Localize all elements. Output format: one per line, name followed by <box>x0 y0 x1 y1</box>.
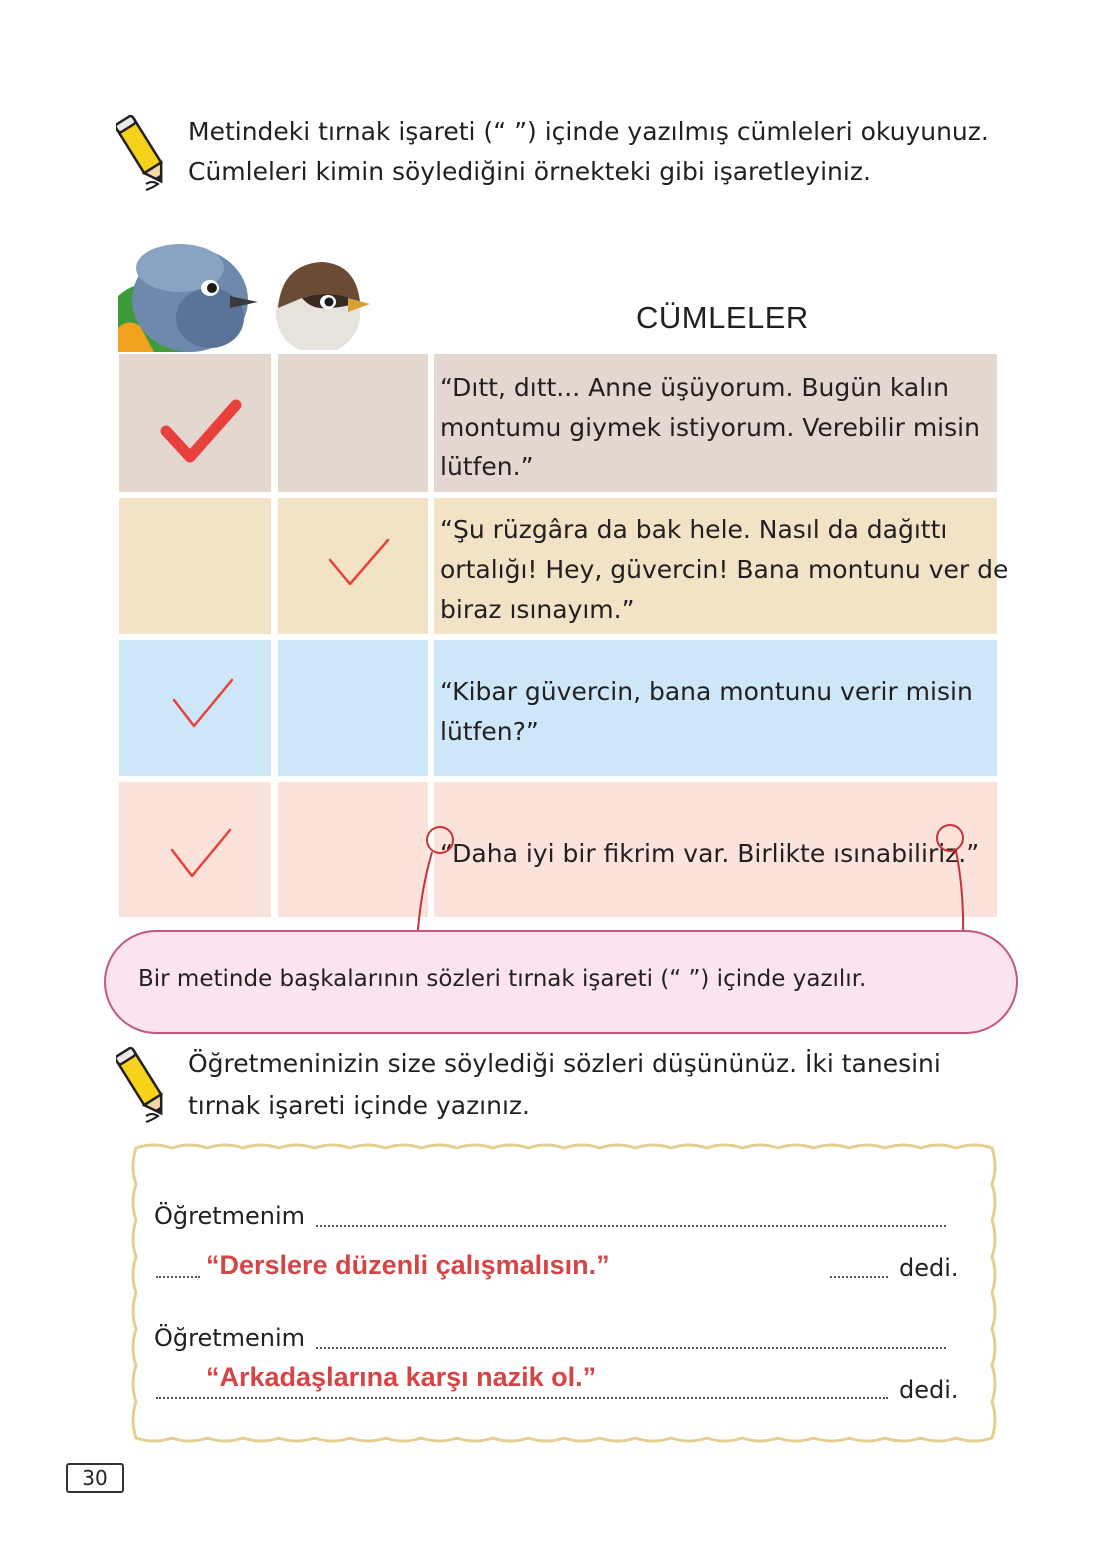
answer-line[interactable] <box>156 1397 888 1399</box>
sentence-line: montumu giymek istiyorum. Verebilir misin <box>440 413 980 442</box>
answer-line[interactable] <box>156 1276 200 1278</box>
instruction2-line-1: Öğretmeninizin size söylediği sözleri düşününüz. İki tanesini <box>188 1049 941 1078</box>
sparrow-cell[interactable] <box>278 354 428 492</box>
answer-end: dedi. <box>899 1254 959 1282</box>
sparrow-cell[interactable] <box>278 640 428 776</box>
answer-box <box>126 1138 1002 1448</box>
answer-end: dedi. <box>899 1376 959 1404</box>
pigeon-cell[interactable] <box>119 498 271 634</box>
rule-text: Bir metinde başkalarının sözleri tırnak işareti (“ ”) içinde yazılır. <box>138 966 867 992</box>
answer-line[interactable] <box>316 1347 946 1349</box>
instruction-line-1: Metindeki tırnak işareti (“ ”) içinde yazılmış cümleleri okuyunuz. <box>188 117 989 146</box>
instruction-line-2: Cümleleri kimin söylediğini örnekteki gibi işaretleyiniz. <box>188 157 871 186</box>
sentence-line: “Kibar güvercin, bana montunu verir misin <box>440 677 973 706</box>
answer-line[interactable] <box>830 1276 888 1278</box>
pencil-icon <box>116 112 172 192</box>
checkmark-icon <box>324 536 394 592</box>
answer-quote: “Arkadaşlarına karşı nazik ol.” <box>206 1362 597 1392</box>
answer-quote: “Derslere düzenli çalışmalısın.” <box>206 1250 610 1280</box>
answer-label: Öğretmenim <box>154 1202 306 1230</box>
sentence-line: ortalığı! Hey, güvercin! Bana montunu ver de <box>440 555 1009 584</box>
checkmark-icon <box>168 676 238 732</box>
sentence-line: “Şu rüzgâra da bak hele. Nasıl da dağıttı <box>440 515 948 544</box>
pencil-icon <box>116 1044 172 1124</box>
pigeon-image <box>118 238 268 352</box>
checkmark-icon <box>166 826 236 882</box>
sentence-line: “Daha iyi bir fikrim var. Birlikte ısınabiliriz.” <box>440 839 980 868</box>
sparrow-image <box>272 258 372 350</box>
sentence-line: lütfen?” <box>440 717 539 746</box>
answer-line[interactable] <box>316 1225 946 1227</box>
answer-label: Öğretmenim <box>154 1324 306 1352</box>
instruction2-line-2: tırnak işareti içinde yazınız. <box>188 1091 530 1120</box>
sentence-line: biraz ısınayım.” <box>440 595 635 624</box>
sentence-line: “Dıtt, dıtt... Anne üşüyorum. Bugün kalın <box>440 373 949 402</box>
checkmark-icon <box>158 395 244 467</box>
page-number: 30 <box>66 1463 124 1493</box>
sentence-line: lütfen.” <box>440 452 534 481</box>
table-header: CÜMLELER <box>636 300 809 335</box>
